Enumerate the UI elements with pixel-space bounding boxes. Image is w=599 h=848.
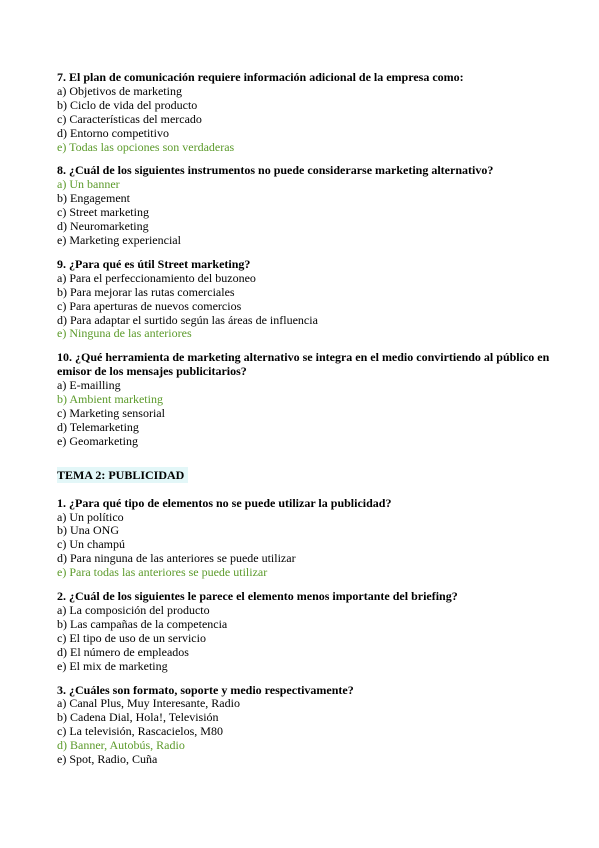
answer-option: a) La composición del producto: [57, 603, 210, 617]
answer-option: c) El tipo de uso de un servicio: [57, 630, 206, 645]
question-title: 7. El plan de comunicación requiere información adicional de la empresa como:: [57, 70, 464, 84]
section-title: TEMA 2: PUBLICIDAD: [57, 467, 188, 483]
answer-option: b) Engagement: [57, 191, 130, 206]
answer-option-correct: e) Para todas las anteriores se puede utilizar: [57, 565, 268, 580]
answer-option: b) Las campañas de la competencia: [57, 616, 228, 631]
answer-option-correct: e) Todas las opciones son verdaderas: [57, 139, 235, 154]
answer-option: a) Objetivos de marketing: [57, 83, 182, 98]
answer-option: c) Características del mercado: [57, 111, 202, 126]
answer-options: [57, 178, 559, 248]
answer-option-correct: d) Banner, Autobús, Radio: [57, 738, 185, 753]
answer-option-correct: a) Un banner: [57, 177, 120, 192]
question-title: 1. ¿Para qué tipo de elementos no se puede utilizar la publicidad?: [57, 495, 392, 510]
answer-option-correct: b) Ambient marketing: [57, 392, 163, 407]
question-block: [57, 71, 559, 154]
question-block: [57, 351, 559, 448]
question-block: [57, 590, 559, 673]
answer-option: b) Cadena Dial, Hola!, Televisión: [57, 710, 219, 725]
answer-options: [57, 604, 559, 674]
answer-option: b) Ciclo de vida del producto: [57, 97, 198, 112]
answer-options: [57, 511, 559, 581]
answer-option: a) Un político: [57, 509, 124, 524]
answer-option: c) La televisión, Rascacielos, M80: [57, 724, 223, 739]
question-block: [57, 164, 559, 247]
answer-option: e) Marketing experiencial: [57, 232, 181, 247]
question-list-tema-2: [57, 497, 559, 767]
answer-option: d) Entorno competitivo: [57, 125, 169, 140]
answer-option: a) Para el perfeccionamiento del buzoneo: [57, 270, 256, 285]
answer-option: b) Una ONG: [57, 523, 119, 538]
answer-options: [57, 272, 559, 342]
answer-options: [57, 85, 559, 155]
answer-option: d) Para adaptar el surtido según las áreas de influencia: [57, 312, 318, 327]
question-title: 10. ¿Qué herramienta de marketing alternativo se integra en el medio convirtiendo al público en emisor de los mensajes publicitarios?: [57, 350, 550, 379]
answer-option: d) Para ninguna de las anteriores se puede utilizar: [57, 551, 296, 566]
answer-option: a) E-mailling: [57, 378, 121, 393]
question-title: 2. ¿Cuál de los siguientes le parece el elemento menos importante del briefing?: [57, 589, 458, 604]
answer-option: c) Para aperturas de nuevos comercios: [57, 298, 242, 313]
answer-option: d) Telemarketing: [57, 419, 139, 434]
question-block: [57, 258, 559, 341]
question-title: 8. ¿Cuál de los siguientes instrumentos no puede considerarse marketing alternativo?: [57, 163, 494, 178]
answer-option: e) El mix de marketing: [57, 658, 168, 673]
question-block: [57, 497, 559, 580]
answer-options: [57, 697, 559, 767]
section-heading-wrap: [57, 461, 559, 497]
question-title: 3. ¿Cuáles son formato, soporte y medio respectivamente?: [57, 682, 354, 697]
question-list-tema-1: [57, 71, 559, 449]
answer-option: d) El número de empleados: [57, 644, 189, 659]
answer-option: b) Para mejorar las rutas comerciales: [57, 284, 235, 299]
answer-option: c) Marketing sensorial: [57, 405, 165, 420]
answer-option: d) Neuromarketing: [57, 219, 149, 234]
question-block: [57, 684, 559, 767]
answer-option: a) Canal Plus, Muy Interesante, Radio: [57, 696, 240, 711]
answer-option: c) Street marketing: [57, 205, 149, 220]
question-title: 9. ¿Para qué es útil Street marketing?: [57, 256, 251, 271]
answer-options: [57, 379, 559, 449]
answer-option: c) Un champú: [57, 537, 125, 552]
answer-option: e) Spot, Radio, Cuña: [57, 752, 158, 767]
answer-option: e) Geomarketing: [57, 433, 138, 448]
answer-option-correct: e) Ninguna de las anteriores: [57, 326, 192, 341]
